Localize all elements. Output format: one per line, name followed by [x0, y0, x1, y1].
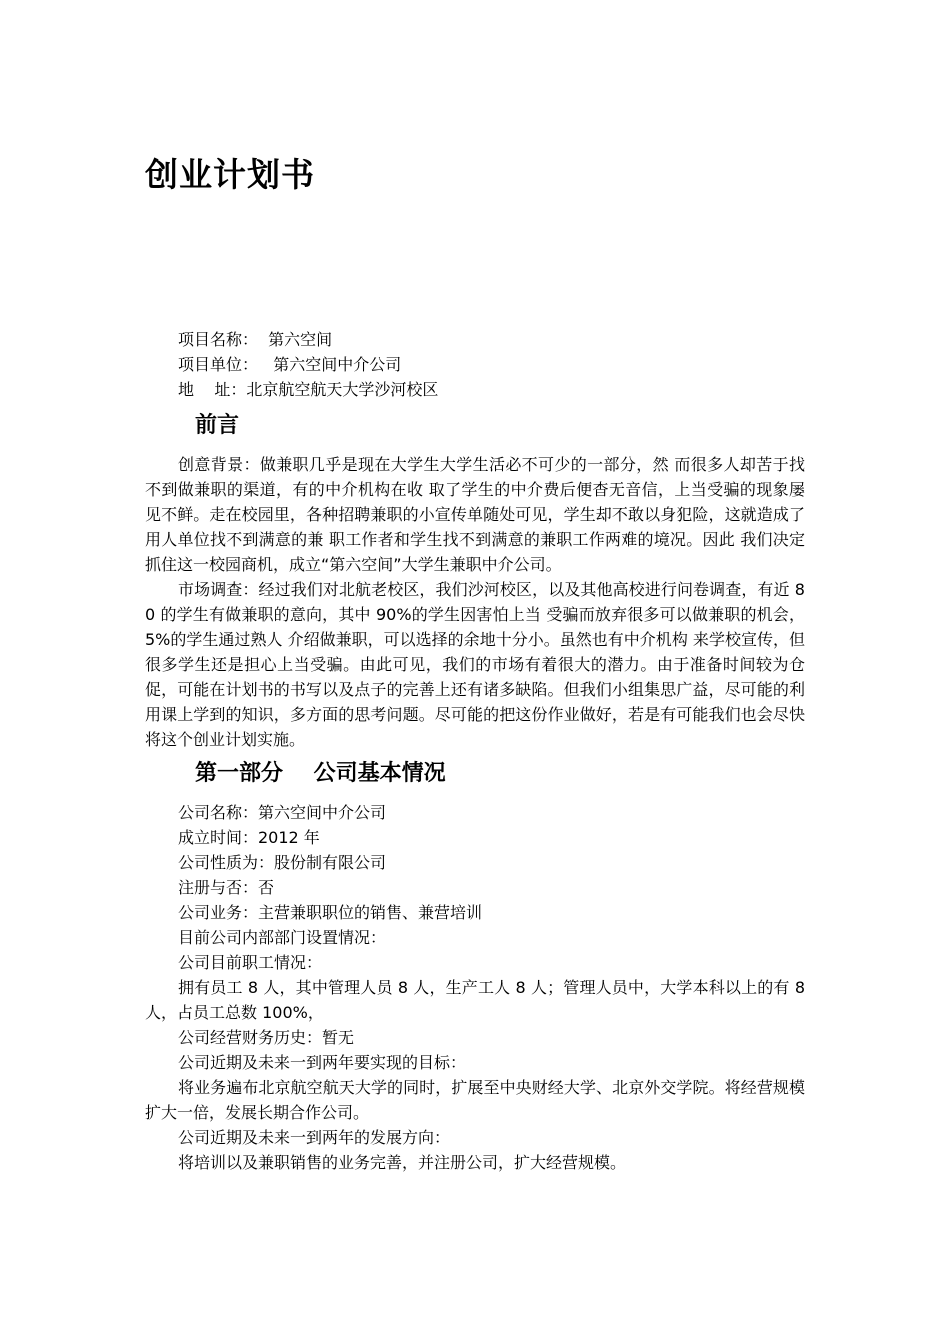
direction-heading-line: 公司近期及未来一到两年的发展方向： [178, 1128, 451, 1147]
registration-line: 注册与否：否 [178, 878, 275, 897]
business-line: 公司业务：主营兼职职位的销售、兼营培训 [178, 903, 483, 922]
part1-heading: 第一部分 公司基本情况 [195, 761, 446, 786]
market-research-paragraph: 市场调查：经过我们对北航老校区，我们沙河校区，以及其他高校进行问卷调查，有近 80 的学生有做兼职的意向，其中 90%的学生因害怕上当 受骗而放弃很多可以做兼职的机会，5%的学生通过熟人 介绍做兼职，可以选择的余地十分小。虽然也有中介机构 来学校宣传，但很多学生还是担心上当受骗。由此可见，我们的市场有着很大的潜力。由于准备时间较为仓促，可能在计划书的书写以及点子的完善上还有诸多缺陷。但我们小组集思广益，尽可能的利用课上学到的知识，多方面的思考问题。尽可能的把这份作业做好，若是有可能我们也会尽快将这个创业计划实施。 [145, 580, 805, 749]
staff-heading-line: 公司目前职工情况： [178, 953, 323, 972]
staff-paragraph: 拥有员工 8 人，其中管理人员 8 人，生产工人 8 人；管理人员中，大学本科以上的有 8 人，占员工总数 100%， [145, 978, 805, 1022]
company-type-line: 公司性质为：股份制有限公司 [178, 853, 387, 872]
goal-paragraph: 将业务遍布北京航空航天大学的同时，扩展至中央财经大学、北京外交学院。将经营规模扩大一倍，发展长期合作公司。 [145, 1078, 805, 1122]
company-name-line: 公司名称：第六空间中介公司 [178, 803, 387, 822]
document-title: 创业计划书 [145, 155, 315, 194]
departments-line: 目前公司内部部门设置情况： [178, 928, 387, 947]
preface-heading: 前言 [195, 413, 240, 438]
project-info [178, 327, 438, 402]
direction-line: 将培训以及兼职销售的业务完善，并注册公司，扩大经营规模。 [178, 1153, 627, 1172]
address-line: 地 址：北京航空航天大学沙河校区 [178, 380, 439, 399]
goal-heading-line: 公司近期及未来一到两年要实现的目标： [178, 1053, 467, 1072]
preface-body [145, 452, 805, 752]
project-unit-line: 项目单位： 第六空间中介公司 [178, 355, 402, 374]
finance-history-line: 公司经营财务历史：暂无 [178, 1028, 355, 1047]
part1-body [145, 800, 805, 1175]
project-name-line: 项目名称： 第六空间 [178, 330, 333, 349]
founded-line: 成立时间：2012 年 [178, 828, 320, 847]
creative-background-paragraph: 创意背景：做兼职几乎是现在大学生大学生活必不可少的一部分，然 而很多人却苦于找不到做兼职的渠道，有的中介机构在收 取了学生的中介费后便杳无音信，上当受骗的现象屡见不鲜。走在校园里，各种招聘兼职的小宣传单随处可见，学生却不敢以身犯险，这就造成了用人单位找不到满意的兼 职工作者和学生找不到满意的兼职工作两难的境况。因此 我们决定抓住这一校园商机，成立“第六空间”大学生兼职中介公司。 [145, 455, 805, 574]
